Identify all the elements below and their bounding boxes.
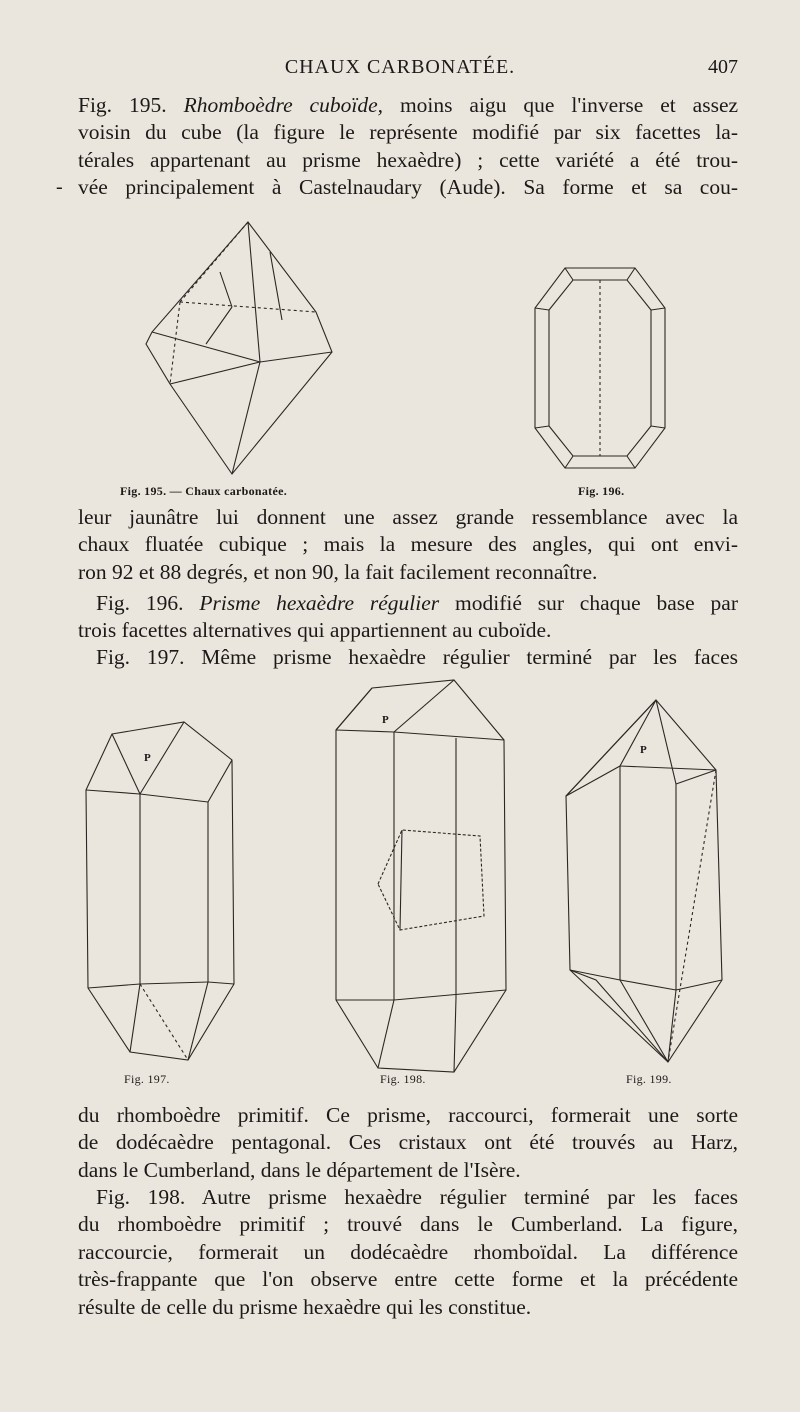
text-line: voisin du cube (la figure le représente modifié par six facettes la- [78, 120, 738, 145]
paragraph-fig-196 [78, 590, 738, 645]
figure-196-caption: Fig. 196. [578, 484, 625, 498]
figure-197-terminated-prism [84, 722, 244, 1072]
figure-195-caption: Fig. 195. — Chaux carbonatée. [120, 484, 288, 498]
face-label: P [640, 744, 647, 756]
figure-reference: Fig. 195. [78, 93, 167, 117]
paragraph-fig-195 [78, 92, 738, 202]
figure-199-caption: Fig. 199. [626, 1072, 672, 1086]
text-run: moins aigu que l'inverse et assez [399, 93, 739, 117]
face-label: P [382, 714, 389, 726]
text-line [78, 92, 738, 119]
page-number: 407 [708, 56, 738, 78]
italic-term: Rhomboèdre cuboïde, [183, 93, 383, 117]
text-run: modifié sur chaque base par [455, 591, 738, 615]
page-header [0, 56, 800, 86]
text-line: ron 92 et 88 degrés, et non 90, la fait facilement reconnaître. [78, 559, 598, 584]
text-line: leur jaunâtre lui donnent une assez grande ressemblance avec la [78, 505, 738, 529]
figure-198-caption: Fig. 198. [380, 1072, 426, 1086]
figure-198-terminated-prism [334, 680, 514, 1075]
figure-197-caption: Fig. 197. [124, 1072, 170, 1086]
text-line: raccourcie, formerait un dodécaèdre rhomboïdal. La différence [78, 1239, 738, 1264]
italic-term: Prisme hexaèdre régulier [199, 591, 440, 615]
text-line: dans le Cumberland, dans le département de l'Isère. [78, 1157, 521, 1182]
paragraph-fig-197-continued [78, 1102, 738, 1184]
text-line: Fig. 197. Même prisme hexaèdre régulier terminé par les faces [96, 645, 738, 669]
text-line: résulte de celle du prisme hexaèdre qui les constitue. [78, 1294, 532, 1319]
paragraph-fig-198 [78, 1184, 738, 1321]
text-line: de dodécaèdre pentagonal. Ces cristaux ont été trouvés au Harz, [78, 1130, 738, 1155]
text-line: du rhomboèdre primitif. Ce prisme, raccourci, formerait une sorte [78, 1103, 738, 1127]
text-line: vée principalement à Castelnaudary (Aude). Sa forme et sa cou- [78, 175, 738, 200]
text-line: térales appartenant au prisme hexaèdre) ; cette variété a été trou- [78, 147, 738, 172]
margin-mark: - [56, 176, 63, 198]
running-title: CHAUX CARBONATÉE. [284, 56, 516, 78]
face-label: P [144, 752, 151, 764]
text-line [78, 590, 738, 617]
figure-195-rhombohedron [110, 212, 370, 484]
text-line: Fig. 198. Autre prisme hexaèdre régulier terminé par les faces [96, 1185, 738, 1209]
text-line: très-frappante que l'on observe entre cette forme et la précédente [78, 1267, 738, 1292]
paragraph-fig-197 [78, 644, 738, 671]
figure-196-hexagonal-prism [525, 258, 675, 480]
paragraph-fig-195-continued [78, 504, 738, 586]
text-line: du rhomboèdre primitif ; trouvé dans le Cumberland. La figure, [78, 1212, 738, 1237]
figure-reference: Fig. 196. [96, 591, 184, 615]
text-line: chaux fluatée cubique ; mais la mesure des angles, qui ont envi- [78, 532, 738, 557]
text-line: trois facettes alternatives qui appartiennent au cuboïde. [78, 618, 552, 643]
